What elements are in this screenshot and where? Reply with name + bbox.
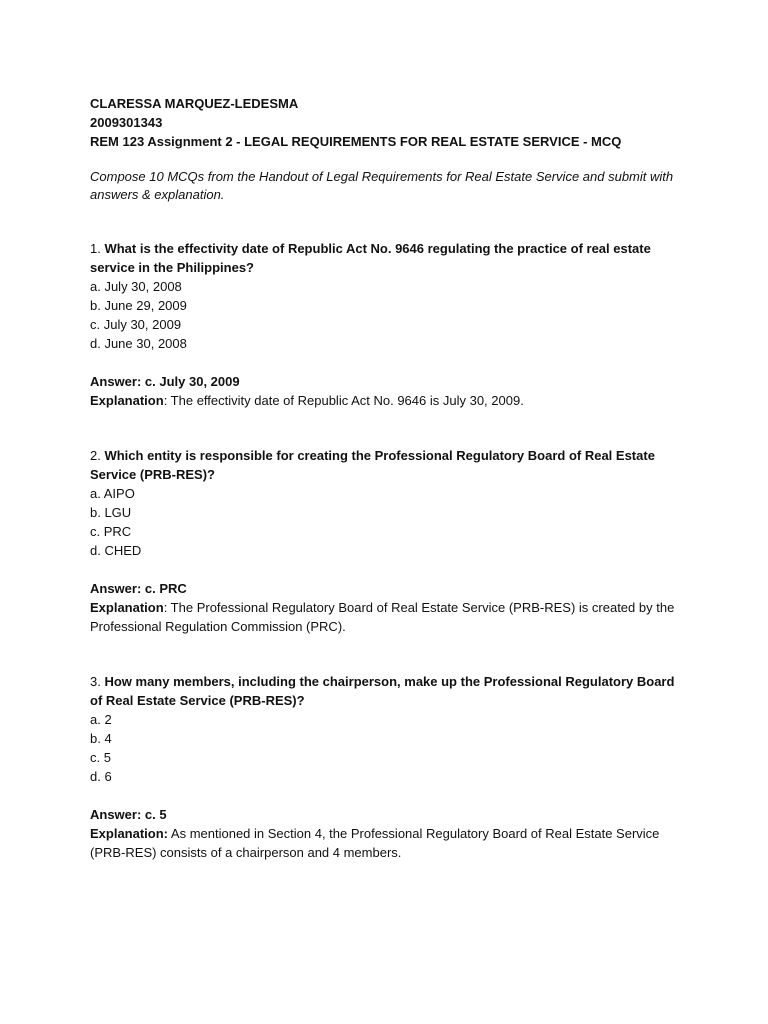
student-id: 2009301343 [90,115,163,130]
explanation [90,824,688,862]
question-number: 1. [90,241,101,256]
explanation-label: Explanation [90,393,164,408]
question-1 [90,239,688,410]
document-header [90,94,688,151]
answer: Answer: c. July 30, 2009 [90,374,240,389]
assignment-title: REM 123 Assignment 2 - LEGAL REQUIREMENTS FOR REAL ESTATE SERVICE - MCQ [90,134,622,149]
question-text: What is the effectivity date of Republic Act No. 9646 regulating the practice of real estate service in the Philippines? [90,241,651,275]
option-b: b. June 29, 2009 [90,298,187,313]
option-c: c. July 30, 2009 [90,317,182,332]
option-b: b. LGU [90,505,132,520]
question-number: 2. [90,448,101,463]
question-title [90,446,688,484]
author-name: CLARESSA MARQUEZ-LEDESMA [90,96,299,111]
answer: Answer: c. PRC [90,581,187,596]
question-text: Which entity is responsible for creating the Professional Regulatory Board of Real Estate Service (PRB-RES)? [90,448,655,482]
question-title [90,672,688,710]
question-2 [90,446,688,636]
instructions: Compose 10 MCQs from the Handout of Legal Requirements for Real Estate Service and submit with answers & explanation. [90,169,674,202]
option-a: a. July 30, 2008 [90,279,182,294]
option-c: c. PRC [90,524,132,539]
explanation-label: Explanation: [90,826,169,841]
option-d: d. June 30, 2008 [90,336,187,351]
option-d: d. CHED [90,543,142,558]
question-title [90,239,688,277]
question-text: How many members, including the chairperson, make up the Professional Regulatory Board of Real Estate Service (PRB-RES)? [90,674,675,708]
explanation-text: As mentioned in Section 4, the Professional Regulatory Board of Real Estate Service (PRB-RES) consists of a chairperson and 4 members. [90,826,660,860]
question-number: 3. [90,674,101,689]
explanation-label: Explanation [90,600,164,615]
option-a: a. AIPO [90,486,135,501]
explanation-text: : The effectivity date of Republic Act No. 9646 is July 30, 2009. [163,393,524,408]
question-3 [90,672,688,862]
explanation [90,598,688,636]
answer: Answer: c. 5 [90,807,167,822]
option-d: d. 6 [90,769,112,784]
option-b: b. 4 [90,731,112,746]
explanation [90,391,688,410]
option-a: a. 2 [90,712,112,727]
option-c: c. 5 [90,750,111,765]
explanation-text: : The Professional Regulatory Board of Real Estate Service (PRB-RES) is created by the Professional Regulation Commission (PRC). [90,600,675,634]
